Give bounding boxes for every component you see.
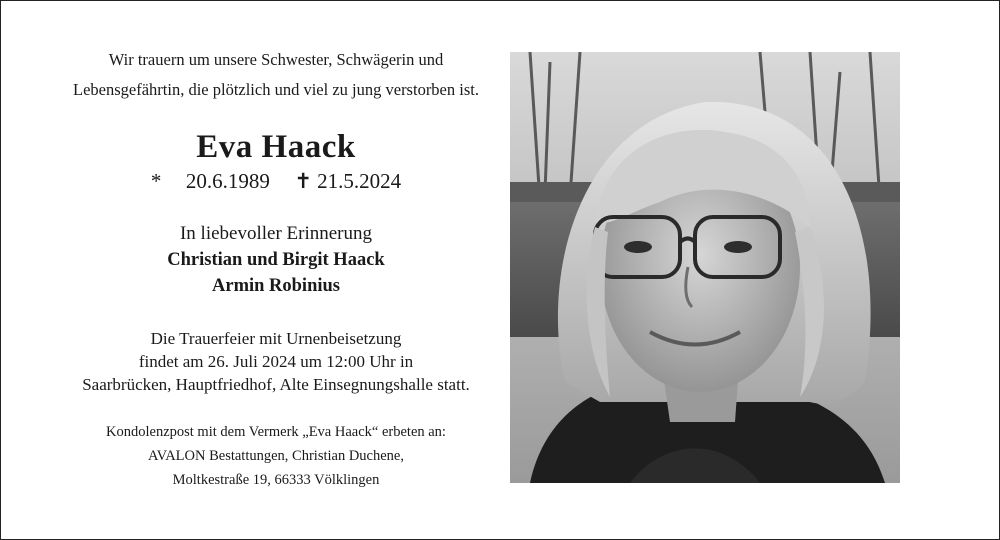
mourner-1: Christian und Birgit Haack	[167, 250, 385, 270]
birth-symbol: *	[150, 169, 162, 193]
memory-line: In liebevoller Erinnerung	[179, 223, 373, 244]
intro-line-1: Wir trauern um unsere Schwester, Schwägerin und	[108, 50, 444, 69]
death-date: 21.5.2024	[317, 169, 402, 193]
ceremony-line-2: findet am 26. Juli 2024 um 12:00 Uhr in	[138, 352, 414, 371]
portrait-image	[510, 52, 900, 483]
contact-line-2: AVALON Bestattungen, Christian Duchene,	[147, 448, 404, 464]
mourners-block	[31, 221, 521, 299]
obituary-text	[31, 45, 521, 492]
mourner-2: Armin Robinius	[212, 276, 340, 296]
contact-block	[31, 420, 521, 492]
life-dates	[31, 167, 521, 195]
birth-date: 20.6.1989	[185, 169, 270, 193]
deceased-name: Eva Haack	[196, 129, 356, 165]
contact-line-3: Moltkestraße 19, 66333 Völklingen	[172, 472, 380, 488]
contact-line-1: Kondolenzpost mit dem Vermerk „Eva Haack“ erbeten an:	[106, 424, 446, 440]
death-cross-icon: ✝	[294, 169, 312, 193]
ceremony-line-3: Saarbrücken, Hauptfriedhof, Alte Einsegnungshalle statt.	[82, 375, 470, 394]
ceremony-block	[31, 327, 521, 396]
intro-line-2: Lebensgefährtin, die plötzlich und viel zu jung verstorben ist.	[73, 80, 479, 99]
portrait-photo	[510, 52, 900, 483]
ceremony-line-1: Die Trauerfeier mit Urnenbeisetzung	[150, 329, 402, 348]
